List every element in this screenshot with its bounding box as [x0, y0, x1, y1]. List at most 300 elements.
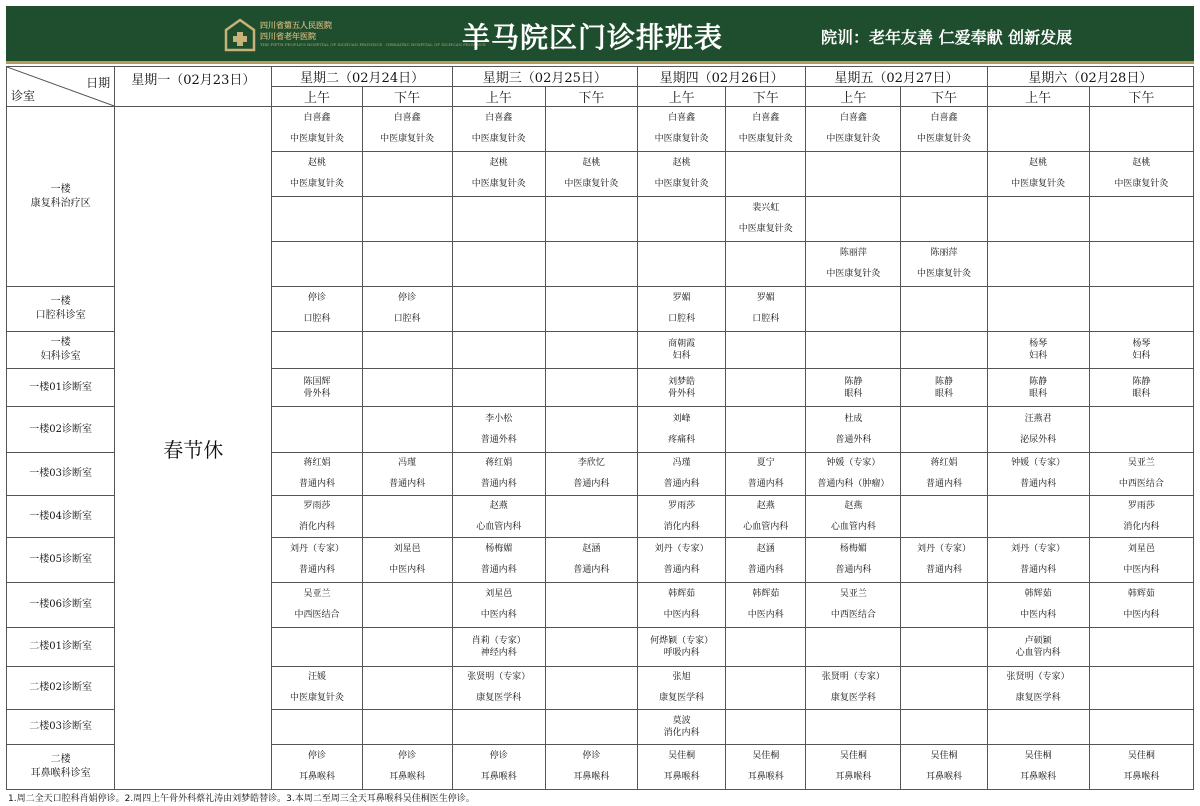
schedule-cell [452, 152, 545, 197]
hospital-logo [224, 14, 486, 54]
department-name: 中医内科 [1020, 610, 1057, 620]
doctor-name: 赵涵 [582, 544, 601, 554]
schedule-cell [362, 152, 452, 197]
schedule-body [7, 107, 1194, 790]
schedule-cell [362, 197, 452, 242]
schedule-cell [806, 332, 901, 369]
schedule-cell [638, 710, 726, 745]
schedule-cell [987, 710, 1089, 745]
department-name: 中医康复针灸 [1011, 179, 1066, 189]
schedule-cell [638, 369, 726, 407]
schedule-cell [901, 197, 987, 242]
schedule-cell [545, 745, 637, 790]
schedule-cell [901, 745, 987, 790]
schedule-cell [1089, 152, 1193, 197]
department-name: 康复医学科 [1015, 693, 1061, 703]
doctor-name: 蒋红娟 [303, 458, 331, 468]
schedule-cell [806, 407, 901, 453]
department-name: 普通内科 [1020, 479, 1057, 489]
department-name: 普通内科 [480, 479, 517, 489]
schedule-cell [726, 197, 806, 242]
schedule-cell [362, 628, 452, 667]
schedule-cell [452, 197, 545, 242]
schedule-cell [272, 667, 362, 710]
schedule-cell [545, 152, 637, 197]
schedule-table [6, 66, 1194, 790]
doctor-name: 罗媚 [756, 293, 775, 303]
department-name: 普通内科 [925, 479, 962, 489]
schedule-cell [901, 332, 987, 369]
department-name: 中医康复针灸 [738, 134, 793, 144]
schedule-cell [272, 197, 362, 242]
doctor-name: 陈静 [1132, 376, 1151, 387]
schedule-cell [638, 583, 726, 628]
doctor-name: 陈静 [934, 376, 953, 387]
schedule-cell [362, 667, 452, 710]
schedule-cell [272, 152, 362, 197]
department-name: 普通内科 [747, 565, 784, 575]
department-name: 眼科 [844, 388, 863, 399]
schedule-cell [362, 453, 452, 496]
doctor-name: 卢硕颖 [1024, 636, 1052, 646]
schedule-cell [452, 407, 545, 453]
department-name: 口腔科 [393, 314, 421, 324]
day-header-tue: 星期二（02月24日） [272, 67, 452, 87]
schedule-cell [452, 710, 545, 745]
doctor-name: 张贤明（专家） [467, 672, 531, 682]
schedule-cell [272, 583, 362, 628]
room-label: 二楼 耳鼻喉科诊室 [7, 745, 115, 790]
schedule-cell [1089, 453, 1193, 496]
schedule-cell [545, 496, 637, 538]
schedule-cell [726, 407, 806, 453]
pm-header: 下午 [901, 87, 987, 107]
schedule-cell [272, 628, 362, 667]
department-name: 耳鼻喉科 [480, 772, 517, 782]
department-name: 口腔科 [303, 314, 331, 324]
doctor-name: 张贤明（专家） [821, 672, 885, 682]
doctor-name: 杨琴 [1029, 339, 1048, 349]
doctor-name: 白喜鑫 [393, 113, 421, 123]
table-row [7, 107, 1194, 152]
doctor-name: 赵桃 [307, 158, 326, 168]
department-name: 中西医结合 [830, 610, 876, 620]
doctor-name: 汪媛 [307, 672, 326, 682]
schedule-cell [272, 287, 362, 332]
schedule-cell [272, 407, 362, 453]
doctor-name: 肖莉（专家） [471, 636, 526, 646]
department-name: 普通内科 [747, 479, 784, 489]
department-name: 中医康复针灸 [471, 179, 526, 189]
schedule-cell [806, 710, 901, 745]
schedule-cell [1089, 407, 1193, 453]
schedule-cell [452, 667, 545, 710]
department-name: 中医康复针灸 [654, 134, 709, 144]
doctor-name: 赵燕 [756, 500, 775, 511]
schedule-cell [987, 407, 1089, 453]
schedule-cell [1089, 369, 1193, 407]
day-header-thu: 星期四（02月26日） [638, 67, 806, 87]
doctor-name: 张贤明（专家） [1006, 672, 1070, 682]
doctor-name: 吴佳桐 [839, 751, 867, 761]
department-name: 泌尿外科 [1020, 434, 1057, 445]
room-label: 一楼03诊断室 [7, 453, 115, 496]
schedule-cell [806, 107, 901, 152]
department-name: 普通内科 [925, 565, 962, 575]
schedule-cell [987, 538, 1089, 583]
department-name: 中医内科 [1123, 610, 1160, 620]
department-name: 妇科 [1029, 351, 1048, 361]
schedule-cell [452, 369, 545, 407]
doctor-name: 停诊 [398, 751, 417, 761]
department-name: 普通内科 [480, 565, 517, 575]
schedule-cell [638, 745, 726, 790]
schedule-cell [545, 538, 637, 583]
schedule-cell [638, 152, 726, 197]
schedule-cell [452, 496, 545, 538]
schedule-cell [901, 407, 987, 453]
schedule-cell [452, 332, 545, 369]
doctor-name: 陈国辉 [303, 376, 331, 387]
hospital-name-1: 四川省第五人民医院 [260, 20, 332, 30]
schedule-cell [545, 369, 637, 407]
department-name: 耳鼻喉科 [298, 772, 335, 782]
department-name: 心血管内科 [1015, 648, 1061, 658]
room-label: 一楼06诊断室 [7, 583, 115, 628]
schedule-cell [362, 538, 452, 583]
day-header-wed: 星期三（02月25日） [452, 67, 637, 87]
schedule-cell [806, 197, 901, 242]
schedule-cell [726, 628, 806, 667]
doctor-name: 刘丹（专家） [289, 544, 344, 554]
department-name: 中医康复针灸 [654, 179, 709, 189]
doctor-name: 蒋红娟 [930, 458, 958, 468]
am-header: 上午 [272, 87, 362, 107]
department-name: 中医康复针灸 [916, 269, 971, 279]
am-header: 上午 [806, 87, 901, 107]
schedule-cell [545, 107, 637, 152]
doctor-name: 停诊 [489, 751, 508, 761]
schedule-cell [726, 667, 806, 710]
schedule-cell [362, 369, 452, 407]
department-name: 耳鼻喉科 [663, 772, 700, 782]
department-name: 口腔科 [752, 314, 780, 324]
doctor-name: 陈丽萍 [930, 248, 958, 258]
doctor-name: 赵燕 [489, 500, 508, 511]
doctor-name: 白喜鑫 [485, 113, 513, 123]
schedule-cell [545, 287, 637, 332]
schedule-cell [452, 453, 545, 496]
department-name: 中医康复针灸 [289, 134, 344, 144]
hospital-motto: 院训：老年友善 仁爱奉献 创新发展 [821, 28, 1073, 47]
department-name: 康复医学科 [476, 693, 522, 703]
doctor-name: 莫波 [672, 716, 691, 726]
doctor-name: 刘星邑 [393, 544, 421, 554]
schedule-cell [452, 538, 545, 583]
schedule-cell [987, 745, 1089, 790]
hospital-emblem-icon [224, 18, 256, 52]
department-name: 中医康复针灸 [1114, 179, 1169, 189]
room-label: 二楼02诊断室 [7, 667, 115, 710]
schedule-cell [1089, 538, 1193, 583]
department-name: 中医康复针灸 [564, 179, 619, 189]
department-name: 普通内科 [298, 565, 335, 575]
schedule-cell [638, 453, 726, 496]
department-name: 普通内科 [663, 565, 700, 575]
doctor-name: 停诊 [582, 751, 601, 761]
department-name: 妇科 [1132, 351, 1151, 361]
doctor-name: 钟媛（专家） [1011, 458, 1066, 468]
schedule-cell [726, 453, 806, 496]
department-name: 眼科 [1029, 388, 1048, 399]
doctor-name: 韩辉茹 [1024, 589, 1052, 599]
schedule-cell [638, 667, 726, 710]
department-name: 中医康复针灸 [916, 134, 971, 144]
schedule-cell [545, 583, 637, 628]
schedule-cell [1089, 745, 1193, 790]
department-name: 神经内科 [480, 648, 517, 658]
doctor-name: 汪燕君 [1024, 413, 1052, 424]
schedule-cell [987, 369, 1089, 407]
schedule-cell [638, 197, 726, 242]
department-name: 普通外科 [835, 434, 872, 445]
schedule-cell [452, 583, 545, 628]
doctor-name: 何烨颖（专家） [650, 636, 714, 646]
schedule-cell [362, 496, 452, 538]
room-label: 一楼05诊断室 [7, 538, 115, 583]
doctor-name: 赵桃 [672, 158, 691, 168]
department-name: 消化内科 [1123, 521, 1160, 532]
schedule-cell [726, 710, 806, 745]
doctor-name: 赵桃 [489, 158, 508, 168]
schedule-cell [272, 332, 362, 369]
schedule-cell [362, 583, 452, 628]
department-name: 骨外科 [668, 388, 696, 399]
doctor-name: 杨梅媚 [485, 544, 513, 554]
doctor-name: 罗雨莎 [303, 500, 331, 511]
schedule-cell [452, 242, 545, 287]
schedule-cell [362, 710, 452, 745]
doctor-name: 吴佳桐 [668, 751, 696, 761]
schedule-cell [901, 496, 987, 538]
room-label: 一楼 康复科治疗区 [7, 107, 115, 287]
doctor-name: 刘丹（专家） [916, 544, 971, 554]
schedule-cell [362, 407, 452, 453]
schedule-cell [901, 583, 987, 628]
schedule-cell [901, 628, 987, 667]
doctor-name: 吴佳桐 [1024, 751, 1052, 761]
doctor-name: 刘梦皓 [668, 376, 696, 387]
schedule-cell [987, 332, 1089, 369]
schedule-cell [272, 745, 362, 790]
schedule-cell [806, 287, 901, 332]
department-name: 中医康复针灸 [289, 179, 344, 189]
doctor-name: 赵桃 [1132, 158, 1151, 168]
hospital-name-en: THE FIFTH PEOPLE'S HOSPITAL OF SICHUAN PROVINCE · GERIATRIC HOSPITAL OF SICHUAN PROVINCE [260, 42, 486, 47]
schedule-cell [452, 745, 545, 790]
department-name: 中医康复针灸 [380, 134, 435, 144]
doctor-name: 吴亚兰 [1127, 458, 1155, 468]
schedule-cell [272, 369, 362, 407]
doctor-name: 白喜鑫 [752, 113, 780, 123]
doctor-name: 白喜鑫 [930, 113, 958, 123]
schedule-cell [362, 745, 452, 790]
doctor-name: 钟媛（专家） [826, 458, 881, 468]
footnote: 1.周二全天口腔科肖娟停诊。2.周四上午骨外科蔡礼涛由刘梦皓替诊。3.本周二至周三全天耳鼻喉科吴佳桐医生停诊。 [8, 794, 475, 804]
doctor-name: 白喜鑫 [303, 113, 331, 123]
schedule-cell [638, 332, 726, 369]
room-label: 一楼 妇科诊室 [7, 332, 115, 369]
doctor-name: 刘丹（专家） [654, 544, 709, 554]
department-name: 耳鼻喉科 [573, 772, 610, 782]
schedule-cell [901, 538, 987, 583]
department-name: 普通内科（肿瘤） [817, 479, 890, 489]
schedule-cell [545, 453, 637, 496]
doctor-name: 冯瑾 [672, 458, 691, 468]
department-name: 消化内科 [298, 521, 335, 532]
room-label: 一楼 口腔科诊室 [7, 287, 115, 332]
schedule-cell [272, 453, 362, 496]
department-name: 普通内科 [663, 479, 700, 489]
schedule-cell [1089, 583, 1193, 628]
schedule-cell [545, 242, 637, 287]
room-label: 一楼01诊断室 [7, 369, 115, 407]
doctor-name: 吴佳桐 [752, 751, 780, 761]
day-header-fri: 星期五（02月27日） [806, 67, 987, 87]
schedule-cell [1089, 496, 1193, 538]
department-name: 中医内科 [747, 610, 784, 620]
doctor-name: 韩辉茹 [668, 589, 696, 599]
doctor-name: 赵燕 [844, 500, 863, 511]
doctor-name: 白喜鑫 [668, 113, 696, 123]
doctor-name: 罗雨莎 [668, 500, 696, 511]
schedule-cell [545, 332, 637, 369]
schedule-cell [726, 287, 806, 332]
doctor-name: 停诊 [307, 293, 326, 303]
department-name: 妇科 [672, 351, 691, 361]
department-name: 中医康复针灸 [826, 134, 881, 144]
department-name: 普通内科 [389, 479, 426, 489]
schedule-cell [362, 242, 452, 287]
schedule-cell [806, 369, 901, 407]
pm-header: 下午 [1089, 87, 1193, 107]
am-header: 上午 [452, 87, 545, 107]
doctor-name: 吴亚兰 [303, 589, 331, 599]
doctor-name: 陈静 [1029, 376, 1048, 387]
schedule-cell [901, 107, 987, 152]
schedule-cell [1089, 628, 1193, 667]
department-name: 心血管内科 [830, 521, 876, 532]
schedule-cell [545, 407, 637, 453]
doctor-name: 刘峰 [672, 413, 691, 424]
corner-date-label: 日期 [86, 76, 111, 90]
schedule-cell [452, 287, 545, 332]
doctor-name: 停诊 [398, 293, 417, 303]
doctor-name: 刘星邑 [485, 589, 513, 599]
schedule-cell [726, 583, 806, 628]
hospital-name-2: 四川省老年医院 [260, 31, 316, 41]
department-name: 心血管内科 [743, 521, 789, 532]
schedule-cell [1089, 332, 1193, 369]
schedule-cell [901, 667, 987, 710]
doctor-name: 李小松 [485, 413, 513, 424]
schedule-cell [806, 628, 901, 667]
schedule-cell [806, 242, 901, 287]
schedule-cell [726, 107, 806, 152]
schedule-cell [545, 628, 637, 667]
schedule-cell [1089, 710, 1193, 745]
schedule-cell [901, 453, 987, 496]
department-name: 中医康复针灸 [289, 693, 344, 703]
schedule-cell [545, 197, 637, 242]
schedule-cell [806, 667, 901, 710]
page-header [6, 6, 1194, 64]
schedule-cell [806, 583, 901, 628]
department-name: 中医康复针灸 [738, 224, 793, 234]
doctor-name: 赵涵 [756, 544, 775, 554]
department-name: 眼科 [934, 388, 953, 399]
schedule-cell [806, 453, 901, 496]
schedule-cell [638, 107, 726, 152]
doctor-name: 杨琴 [1132, 339, 1151, 349]
schedule-cell [452, 107, 545, 152]
department-name: 中医内科 [389, 565, 426, 575]
doctor-name: 刘丹（专家） [1011, 544, 1066, 554]
am-header: 上午 [638, 87, 726, 107]
doctor-name: 罗雨莎 [1127, 500, 1155, 511]
room-label: 一楼04诊断室 [7, 496, 115, 538]
corner-header [7, 67, 115, 107]
am-header: 上午 [987, 87, 1089, 107]
department-name: 心血管内科 [476, 521, 522, 532]
doctor-name: 吴亚兰 [839, 589, 867, 599]
schedule-cell [806, 496, 901, 538]
schedule-cell [726, 242, 806, 287]
department-name: 消化内科 [663, 521, 700, 532]
department-name: 普通内科 [1020, 565, 1057, 575]
department-name: 耳鼻喉科 [1123, 772, 1160, 782]
department-name: 普通内科 [835, 565, 872, 575]
schedule-cell [272, 496, 362, 538]
department-name: 康复医学科 [659, 693, 705, 703]
department-name: 呼吸内科 [663, 648, 700, 658]
schedule-cell [726, 369, 806, 407]
schedule-cell [638, 628, 726, 667]
department-name: 中西医结合 [1118, 479, 1164, 489]
doctor-name: 夏宁 [756, 458, 775, 468]
doctor-name: 李欣忆 [577, 458, 605, 468]
schedule-cell [901, 287, 987, 332]
schedule-cell [272, 710, 362, 745]
schedule-cell [726, 496, 806, 538]
schedule-cell [1089, 107, 1193, 152]
doctor-name: 停诊 [307, 751, 326, 761]
doctor-name: 吴佳桐 [930, 751, 958, 761]
room-label: 一楼02诊断室 [7, 407, 115, 453]
pm-header: 下午 [362, 87, 452, 107]
doctor-name: 吴佳桐 [1127, 751, 1155, 761]
schedule-cell [806, 152, 901, 197]
schedule-cell [901, 242, 987, 287]
schedule-cell [638, 538, 726, 583]
department-name: 消化内科 [663, 728, 700, 738]
department-name: 骨外科 [303, 388, 331, 399]
schedule-cell [362, 287, 452, 332]
schedule-cell [1089, 667, 1193, 710]
schedule-cell [452, 628, 545, 667]
schedule-cell [806, 538, 901, 583]
doctor-name: 杨梅媚 [839, 544, 867, 554]
